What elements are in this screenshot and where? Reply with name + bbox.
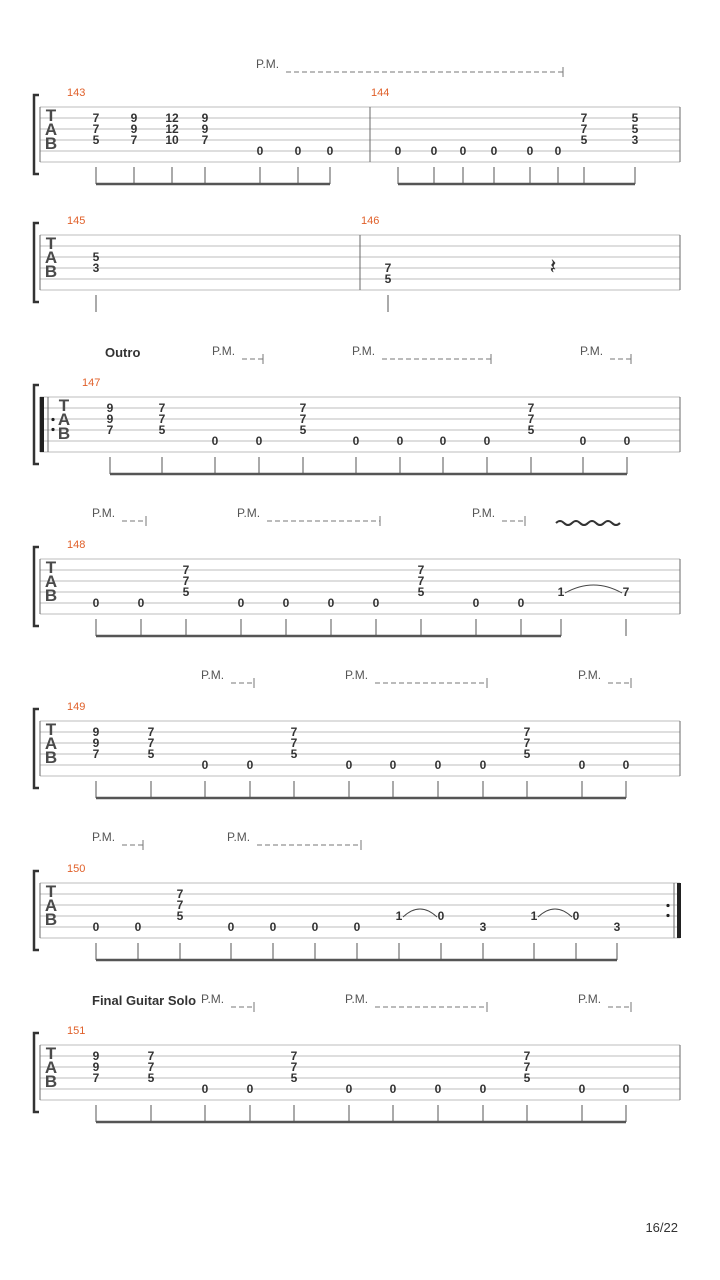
fret-number: 0	[623, 434, 631, 448]
fret-number: 0	[389, 1082, 397, 1096]
fret-number: 0	[372, 596, 380, 610]
fret-number: 0	[389, 758, 397, 772]
fret-number: 7	[92, 122, 100, 136]
fret-number: 5	[299, 423, 307, 437]
fret-number: 7	[417, 563, 425, 577]
tab-clef-letter: A	[44, 734, 58, 753]
fret-number: 5	[158, 423, 166, 437]
tab-clef-letter: T	[45, 234, 57, 253]
fret-number: 0	[311, 920, 319, 934]
palm-mute-label: P.M.	[201, 992, 225, 1006]
tab-clef-letter: T	[45, 558, 57, 577]
fret-number: 7	[290, 725, 298, 739]
fret-number: 7	[384, 261, 392, 275]
fret-number: 9	[92, 1060, 100, 1074]
fret-number: 7	[290, 1060, 298, 1074]
fret-number: 0	[578, 1082, 586, 1096]
fret-number: 5	[523, 1071, 531, 1085]
measure-number: 145	[67, 215, 86, 227]
fret-number: 7	[130, 133, 138, 147]
fret-number: 0	[434, 758, 442, 772]
fret-number: 7	[158, 401, 166, 415]
tab-clef-letter: A	[44, 120, 58, 139]
fret-number: 12	[165, 111, 179, 125]
fret-number: 7	[92, 111, 100, 125]
fret-number: 7	[580, 122, 588, 136]
repeat-dot	[666, 914, 669, 917]
tab-clef-letter: B	[57, 424, 71, 443]
fret-number: 7	[92, 747, 100, 761]
measure-number: 150	[67, 863, 86, 875]
fret-number: 0	[479, 1082, 487, 1096]
fret-number: 7	[92, 1071, 100, 1085]
fret-number: 0	[92, 920, 100, 934]
fret-number: 3	[613, 920, 621, 934]
fret-number: 9	[201, 111, 209, 125]
fret-number: 7	[158, 412, 166, 426]
fret-number: 0	[490, 144, 498, 158]
fret-number: 1	[530, 909, 538, 923]
fret-number: 9	[201, 122, 209, 136]
fret-number: 7	[290, 1049, 298, 1063]
measure-number: 144	[371, 87, 390, 99]
measure-number: 151	[67, 1025, 86, 1037]
tab-clef-letter: B	[44, 748, 58, 767]
fret-number: 7	[299, 412, 307, 426]
tab-clef-letter: B	[44, 586, 58, 605]
measure-number: 147	[82, 377, 101, 389]
tab-clef-letter: T	[45, 1044, 57, 1063]
fret-number: 0	[282, 596, 290, 610]
fret-number: 7	[176, 898, 184, 912]
fret-number: 7	[106, 423, 114, 437]
fret-number: 7	[523, 725, 531, 739]
palm-mute-label: P.M.	[345, 668, 369, 682]
fret-number: 7	[182, 574, 190, 588]
fret-number: 5	[290, 1071, 298, 1085]
fret-number: 7	[176, 887, 184, 901]
fret-number: 0	[517, 596, 525, 610]
fret-number: 7	[523, 1049, 531, 1063]
fret-number: 0	[294, 144, 302, 158]
measure-number: 148	[67, 539, 86, 551]
fret-number: 12	[165, 122, 179, 136]
fret-number: 7	[527, 401, 535, 415]
measure-number: 149	[67, 701, 86, 713]
fret-number: 0	[255, 434, 263, 448]
fret-number: 0	[430, 144, 438, 158]
fret-number: 0	[246, 758, 254, 772]
tab-clef-letter: A	[44, 1058, 58, 1077]
fret-number: 0	[256, 144, 264, 158]
fret-number: 7	[523, 1060, 531, 1074]
fret-number: 7	[299, 401, 307, 415]
tab-clef-letter: B	[44, 910, 58, 929]
measure-number: 146	[361, 215, 380, 227]
palm-mute-label: P.M.	[578, 992, 602, 1006]
section-label: Final Guitar Solo	[92, 993, 197, 1008]
fret-number: 0	[137, 596, 145, 610]
fret-number: 7	[201, 133, 209, 147]
system-bracket	[34, 871, 39, 950]
fret-number: 7	[523, 736, 531, 750]
tab-clef-letter: B	[44, 262, 58, 281]
fret-number: 0	[483, 434, 491, 448]
fret-number: 0	[246, 1082, 254, 1096]
fret-number: 0	[201, 758, 209, 772]
fret-number: 3	[92, 261, 100, 275]
fret-number: 10	[165, 133, 179, 147]
system-bracket	[34, 547, 39, 626]
fret-number: 7	[147, 1060, 155, 1074]
fret-number: 0	[526, 144, 534, 158]
fret-number: 0	[578, 758, 586, 772]
fret-number: 7	[622, 585, 630, 599]
fret-number: 0	[396, 434, 404, 448]
fret-number: 5	[384, 272, 392, 286]
fret-number: 0	[326, 144, 334, 158]
fret-number: 5	[147, 747, 155, 761]
fret-number: 0	[439, 434, 447, 448]
system-bracket	[34, 223, 39, 302]
fret-number: 0	[353, 920, 361, 934]
tab-clef-letter: A	[44, 896, 58, 915]
fret-number: 9	[106, 401, 114, 415]
tab-clef-letter: B	[44, 134, 58, 153]
fret-number: 9	[106, 412, 114, 426]
fret-number: 9	[130, 111, 138, 125]
fret-number: 1	[557, 585, 565, 599]
palm-mute-label: P.M.	[345, 992, 369, 1006]
palm-mute-label: P.M.	[352, 344, 376, 358]
tab-clef-letter: T	[45, 882, 57, 901]
fret-number: 7	[147, 736, 155, 750]
fret-number: 0	[134, 920, 142, 934]
fret-number: 5	[290, 747, 298, 761]
fret-number: 0	[227, 920, 235, 934]
fret-number: 7	[580, 111, 588, 125]
fret-number: 5	[580, 133, 588, 147]
fret-number: 3	[631, 133, 639, 147]
fret-number: 0	[327, 596, 335, 610]
repeat-dot	[666, 904, 669, 907]
system-bracket	[34, 95, 39, 174]
fret-number: 5	[417, 585, 425, 599]
fret-number: 1	[395, 909, 403, 923]
palm-mute-label: P.M.	[92, 506, 116, 520]
palm-mute-label: P.M.	[212, 344, 236, 358]
fret-number: 0	[201, 1082, 209, 1096]
fret-number: 5	[182, 585, 190, 599]
fret-number: 7	[290, 736, 298, 750]
palm-mute-label: P.M.	[580, 344, 604, 358]
vibrato-icon	[556, 521, 620, 525]
tab-clef-letter: T	[45, 106, 57, 125]
fret-number: 0	[434, 1082, 442, 1096]
tab-clef-letter: A	[44, 572, 58, 591]
measure-number: 143	[67, 87, 86, 99]
fret-number: 0	[345, 758, 353, 772]
tab-clef-letter: A	[57, 410, 71, 429]
fret-number: 5	[631, 111, 639, 125]
fret-number: 9	[92, 736, 100, 750]
fret-number: 7	[417, 574, 425, 588]
fret-number: 5	[176, 909, 184, 923]
fret-number: 0	[437, 909, 445, 923]
fret-number: 0	[579, 434, 587, 448]
tab-clef-letter: T	[58, 396, 70, 415]
fret-number: 7	[182, 563, 190, 577]
page-number: 16/22	[645, 1220, 678, 1235]
fret-number: 5	[92, 250, 100, 264]
fret-number: 5	[523, 747, 531, 761]
fret-number: 3	[479, 920, 487, 934]
palm-mute-label: P.M.	[227, 830, 251, 844]
palm-mute-label: P.M.	[92, 830, 116, 844]
fret-number: 0	[459, 144, 467, 158]
fret-number: 7	[147, 1049, 155, 1063]
tab-clef-letter: A	[44, 248, 58, 267]
repeat-dot	[51, 428, 54, 431]
fret-number: 0	[92, 596, 100, 610]
palm-mute-label: P.M.	[256, 57, 280, 71]
fret-number: 9	[92, 1049, 100, 1063]
fret-number: 5	[147, 1071, 155, 1085]
fret-number: 5	[631, 122, 639, 136]
fret-number: 0	[269, 920, 277, 934]
fret-number: 0	[554, 144, 562, 158]
section-label: Outro	[105, 345, 141, 360]
fret-number: 5	[92, 133, 100, 147]
fret-number: 0	[479, 758, 487, 772]
fret-number: 0	[394, 144, 402, 158]
palm-mute-label: P.M.	[237, 506, 261, 520]
fret-number: 5	[527, 423, 535, 437]
system-bracket	[34, 709, 39, 788]
fret-number: 0	[572, 909, 580, 923]
fret-number: 0	[211, 434, 219, 448]
fret-number: 7	[147, 725, 155, 739]
fret-number: 9	[130, 122, 138, 136]
palm-mute-label: P.M.	[201, 668, 225, 682]
fret-number: 9	[92, 725, 100, 739]
fret-number: 0	[237, 596, 245, 610]
system-bracket	[34, 1033, 39, 1112]
fret-number: 0	[352, 434, 360, 448]
quarter-rest-icon: 𝄽	[549, 255, 557, 280]
palm-mute-label: P.M.	[578, 668, 602, 682]
fret-number: 0	[345, 1082, 353, 1096]
fret-number: 0	[472, 596, 480, 610]
tab-clef-letter: T	[45, 720, 57, 739]
repeat-dot	[51, 418, 54, 421]
tab-clef-letter: B	[44, 1072, 58, 1091]
system-bracket	[34, 385, 39, 464]
fret-number: 0	[622, 1082, 630, 1096]
palm-mute-label: P.M.	[472, 506, 496, 520]
fret-number: 0	[622, 758, 630, 772]
fret-number: 7	[527, 412, 535, 426]
